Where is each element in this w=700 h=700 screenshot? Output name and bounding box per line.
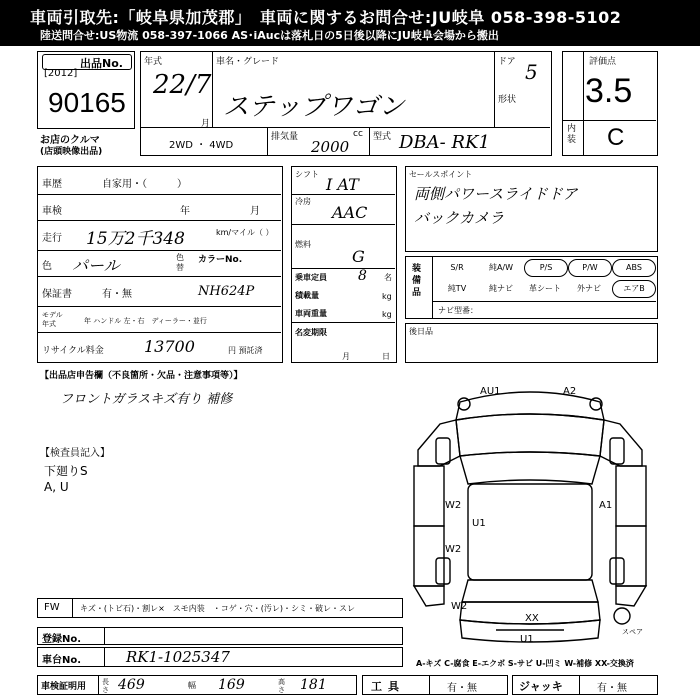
- equipment-item: S/R: [450, 263, 464, 272]
- navi-label: ナビ型番：: [438, 306, 478, 315]
- width-value: 169: [218, 677, 245, 693]
- jack-value: 有・無: [597, 683, 627, 694]
- notes-value: フロントガラスキズ有り 補修: [60, 392, 233, 407]
- shift-label: シフト: [295, 170, 319, 179]
- sales-point-box: [405, 166, 658, 252]
- vehicle-box: [140, 51, 552, 156]
- model-value: DBA- RK1: [399, 132, 490, 153]
- damage-mark-au1: AU1: [480, 386, 501, 397]
- shift-value: I AT: [326, 175, 359, 194]
- fuel-value: G: [352, 247, 365, 266]
- displacement-label: 排気量: [271, 132, 299, 142]
- capacity-value: 8: [358, 268, 367, 284]
- height-value: 181: [300, 677, 327, 693]
- history-label: 車歴: [42, 179, 62, 190]
- equipment-item: P/W: [568, 259, 612, 277]
- spare-label: スペア: [622, 628, 643, 636]
- color-no-value: NH624P: [198, 284, 255, 299]
- mileage-label: 走行: [42, 233, 62, 244]
- equipment-item: P/S: [524, 259, 568, 277]
- damage-mark-u1-left: U1: [472, 518, 486, 529]
- jack-label: ジャッキ: [519, 680, 563, 693]
- model-label: 型式: [373, 132, 392, 142]
- mileage-unit: km/マイル（ ）: [216, 228, 274, 237]
- door-label: ドア: [498, 57, 516, 67]
- lot-year-stamp: [2012]: [44, 68, 78, 79]
- fw-row: [37, 598, 403, 618]
- door-value: 5: [525, 60, 538, 84]
- equipment-item: エアB: [612, 280, 656, 298]
- chassis-label: 車台No.: [42, 655, 82, 666]
- cert-label: 車検証明用: [41, 682, 87, 692]
- damage-mark-a2: A2: [563, 386, 577, 397]
- warranty-value: 有・無: [102, 289, 132, 300]
- score-label: 評価点: [589, 57, 617, 67]
- damage-mark-w2-rear: W2: [451, 601, 468, 612]
- interior-value: C: [607, 124, 625, 151]
- model-year-text: 年 ハンドル 左・右 ディーラー・並行: [84, 317, 207, 325]
- model-year-label: モデル年式: [42, 311, 63, 328]
- inspector-line2: A, U: [44, 480, 69, 494]
- history-box: [37, 166, 283, 363]
- color-value: パール: [72, 256, 120, 275]
- name-change-month: 月: [342, 352, 350, 361]
- equipment-item: 純A/W: [488, 263, 514, 272]
- chassis-value: RK1-1025347: [126, 648, 230, 666]
- load-label: 積載量: [295, 291, 319, 300]
- header-bar: [0, 0, 700, 46]
- load-unit: kg: [382, 292, 392, 301]
- damage-mark-xx: XX: [525, 613, 539, 624]
- damage-mark-w2-left2: W2: [445, 544, 462, 555]
- inspection-year-unit: 年: [180, 206, 190, 217]
- equipment-label: 装備品: [412, 264, 422, 298]
- lot-box: [37, 51, 135, 129]
- damage-mark-a1: A1: [599, 500, 613, 511]
- capacity-unit: 名: [384, 273, 392, 282]
- lot-label: 出品No.: [80, 57, 123, 70]
- tools-value: 有・無: [447, 683, 477, 694]
- chassis-row: [37, 647, 403, 667]
- interior-label: 内装: [567, 124, 577, 145]
- ac-value: AAC: [332, 203, 368, 222]
- notes-label: 【出品店申告欄（不良箇所・欠品・注意事項等）】: [40, 371, 243, 381]
- reg-label: 登録No.: [42, 634, 82, 645]
- cert-row: [37, 675, 357, 695]
- postscript-box: [405, 323, 658, 363]
- recycle-label: リサイクル料金: [42, 346, 104, 356]
- damage-mark-w2-left: W2: [445, 500, 462, 511]
- color-change-label: 色替: [176, 253, 184, 272]
- fuel-label: 燃料: [295, 240, 311, 249]
- shift-box: [291, 166, 397, 363]
- equipment-item: 革シート: [529, 284, 561, 293]
- shop-label: お店のクルマ: [40, 135, 100, 146]
- score-value: 3.5: [585, 72, 633, 110]
- inspection-label: 車検: [42, 206, 62, 217]
- equipment-item: ABS: [612, 259, 656, 277]
- month-unit: 月: [201, 119, 211, 129]
- equipment-item: 純ナビ: [489, 284, 513, 293]
- damage-legend: A-キズ C-腐食 E-エクボ S-サビ U-凹ミ W-補修 XX-交換済: [416, 659, 634, 668]
- color-label: 色: [42, 261, 52, 272]
- drive-type: 2WD ・ 4WD: [169, 140, 234, 151]
- mileage-value: 15万2千348: [86, 229, 185, 249]
- displacement-unit: cc: [353, 129, 363, 139]
- sales-point-line2: バックカメラ: [414, 209, 505, 227]
- fw-text: キズ・(トビ石)・割レ× スモ内装 ・コゲ・穴・(汚レ)・シミ・破レ・スレ: [80, 604, 356, 613]
- damage-mark-u1-rear: U1: [520, 634, 534, 645]
- name-change-day: 日: [382, 352, 390, 361]
- weight-unit: kg: [382, 310, 392, 319]
- tools-row: [362, 675, 508, 695]
- year-value: 22/7: [153, 70, 212, 100]
- length-value: 469: [118, 677, 145, 693]
- capacity-label: 乗車定員: [295, 273, 327, 282]
- displacement-value: 2000: [311, 138, 350, 156]
- inspector-line1: 下廻りS: [44, 464, 88, 478]
- inspector-label: 【検査員記入】: [40, 448, 110, 459]
- fw-label: FW: [44, 602, 60, 613]
- lot-number: 90165: [48, 87, 126, 118]
- shop-sub: (店頭映像出品): [40, 147, 103, 157]
- header-transport: 陸送問合せ:US物流 058-397-1066 AS･iAucは落札日の5日後以降にJU岐阜会場から搬出: [40, 29, 499, 42]
- name-change-label: 名変期限: [295, 328, 327, 337]
- sales-point-label: セールスポイント: [409, 170, 473, 179]
- color-no-label: カラーNo.: [198, 255, 243, 265]
- postscript-label: 後日品: [409, 327, 433, 336]
- grade-box: [562, 51, 658, 156]
- name-label: 車名・グレード: [216, 57, 280, 67]
- tools-label: 工具: [371, 680, 405, 693]
- weight-label: 車両重量: [295, 309, 327, 318]
- history-value: 自家用・（ ）: [102, 179, 187, 190]
- equipment-box: [405, 256, 658, 319]
- recycle-value: 13700: [144, 337, 195, 356]
- ac-label: 冷房: [295, 197, 311, 206]
- width-label: 幅: [188, 681, 196, 690]
- jack-row: [512, 675, 658, 695]
- car-damage-diagram: [400, 380, 660, 652]
- shape-label: 形状: [498, 95, 517, 105]
- warranty-label: 保証書: [42, 289, 72, 300]
- equipment-item: 純TV: [447, 284, 467, 293]
- sales-point-line1: 両側パワースライドドア: [414, 185, 578, 203]
- equipment-item: 外ナビ: [577, 284, 601, 293]
- inspection-month-unit: 月: [250, 206, 260, 217]
- recycle-unit: 円 預託済: [228, 346, 263, 355]
- reg-row: [37, 627, 403, 645]
- length-label: 長さ: [102, 678, 109, 694]
- car-name: ステップワゴン: [223, 92, 405, 122]
- height-label: 高さ: [278, 678, 285, 694]
- header-contact: 車両引取先:「岐阜県加茂郡」 車両に関するお問合せ:JU岐阜 058-398-5102: [30, 8, 622, 27]
- year-label: 年式: [144, 57, 163, 67]
